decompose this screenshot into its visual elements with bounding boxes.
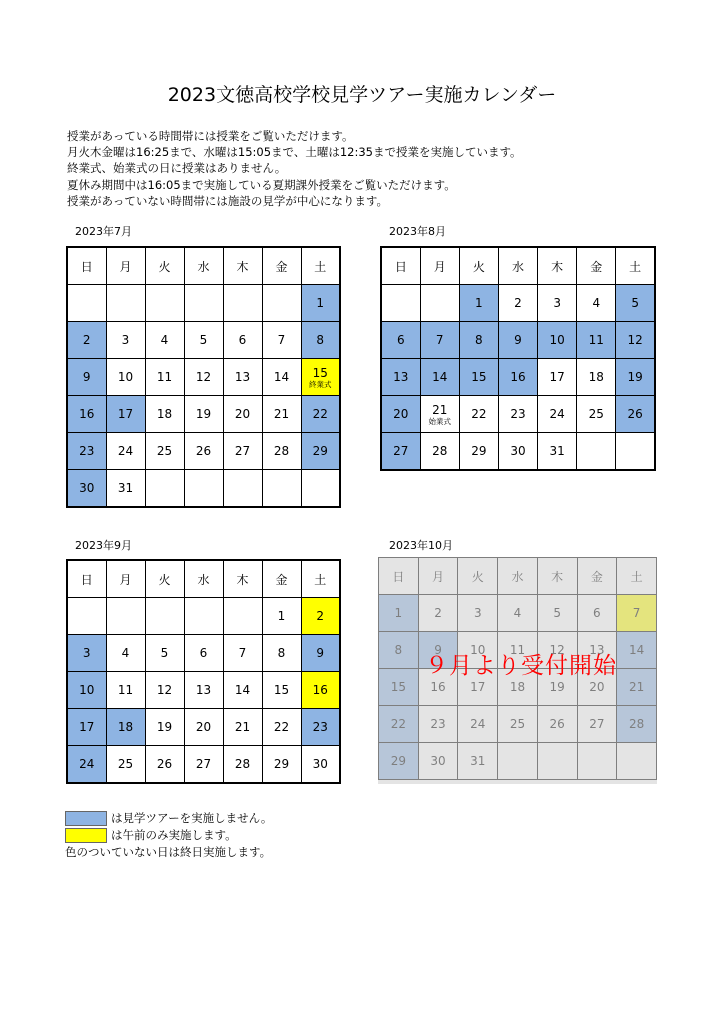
empty-cell	[420, 285, 459, 322]
day-cell: 30	[498, 433, 537, 471]
weekday-header: 火	[145, 247, 184, 285]
day-cell: 29	[262, 746, 301, 784]
week-row	[67, 709, 340, 746]
day-cell: 5	[616, 285, 655, 322]
day-cell: 24	[538, 396, 577, 433]
week-row	[67, 635, 340, 672]
event-label: 始業式	[428, 416, 451, 426]
day-cell: 14	[420, 359, 459, 396]
day-cell: 11	[145, 359, 184, 396]
day-cell: 8	[459, 322, 498, 359]
empty-cell	[223, 470, 262, 508]
day-cell: 26	[616, 396, 655, 433]
empty-cell	[301, 470, 340, 508]
weekday-header: 日	[381, 247, 420, 285]
legend	[65, 810, 272, 861]
weekday-header: 土	[301, 560, 340, 598]
week-row	[381, 285, 655, 322]
day-cell: 6	[381, 322, 420, 359]
day-cell: 31	[106, 470, 145, 508]
note-line: 授業があっている時間帯には授業をご覧いただけます。	[67, 129, 354, 143]
day-cell: 20	[381, 396, 420, 433]
day-cell: 17	[67, 709, 106, 746]
day-cell: 12	[616, 322, 655, 359]
legend-swatch-yellow	[65, 828, 107, 843]
day-cell: 30	[301, 746, 340, 784]
legend-swatch-blue	[65, 811, 107, 826]
day-cell: 10	[67, 672, 106, 709]
weekday-header: 月	[420, 247, 459, 285]
day-cell: 28	[223, 746, 262, 784]
day-cell: 4	[577, 285, 616, 322]
week-row	[67, 470, 340, 508]
day-cell: 27	[223, 433, 262, 470]
calendar-september	[66, 559, 341, 784]
weekday-header-row	[67, 560, 340, 598]
empty-cell	[106, 285, 145, 322]
day-cell: 25	[577, 396, 616, 433]
weekday-header: 月	[106, 560, 145, 598]
empty-cell	[381, 285, 420, 322]
day-cell: 13	[381, 359, 420, 396]
month-label-september: 2023年9月	[75, 539, 132, 552]
day-cell: 11	[577, 322, 616, 359]
day-cell: 30	[67, 470, 106, 508]
day-cell: 16	[67, 396, 106, 433]
day-cell: 21	[262, 396, 301, 433]
day-cell: 20	[223, 396, 262, 433]
week-row	[67, 396, 340, 433]
empty-cell	[223, 285, 262, 322]
day-cell: 22	[301, 396, 340, 433]
day-cell: 23	[67, 433, 106, 470]
day-cell: 15	[262, 672, 301, 709]
legend-item-none	[65, 844, 272, 861]
calendar-july	[66, 246, 341, 508]
day-cell: 4	[145, 322, 184, 359]
reception-start-notice: ９月より受付開始	[425, 653, 617, 679]
day-cell: 20	[184, 709, 223, 746]
empty-cell	[145, 285, 184, 322]
day-cell: 6	[184, 635, 223, 672]
calendar-august	[380, 246, 656, 471]
weekday-header: 木	[223, 560, 262, 598]
day-cell: 13	[184, 672, 223, 709]
empty-cell	[616, 433, 655, 471]
day-cell: 19	[145, 709, 184, 746]
day-cell: 9	[498, 322, 537, 359]
day-cell: 18	[106, 709, 145, 746]
day-cell: 25	[106, 746, 145, 784]
weekday-header: 金	[262, 247, 301, 285]
day-cell: 23	[301, 709, 340, 746]
month-label-october: 2023年10月	[389, 539, 453, 552]
week-row	[381, 396, 655, 433]
day-cell: 16	[301, 672, 340, 709]
day-cell: 7	[262, 322, 301, 359]
empty-cell	[262, 285, 301, 322]
day-cell: 24	[106, 433, 145, 470]
empty-cell	[145, 598, 184, 635]
day-cell: 5	[184, 322, 223, 359]
day-cell: 28	[420, 433, 459, 471]
day-cell: 11	[106, 672, 145, 709]
note-line: 終業式、始業式の日に授業はありません。	[67, 161, 287, 176]
note-line: 月火木金曜は16:25まで、水曜は15:05まで、土曜は12:35まで授業を実施しています。	[67, 145, 522, 160]
day-cell: 19	[184, 396, 223, 433]
empty-cell	[184, 598, 223, 635]
day-cell: 3	[538, 285, 577, 322]
weekday-header: 木	[223, 247, 262, 285]
empty-cell	[67, 598, 106, 635]
day-cell: 27	[381, 433, 420, 471]
week-row	[67, 746, 340, 784]
weekday-header: 土	[301, 247, 340, 285]
weekday-header: 日	[67, 247, 106, 285]
day-cell: 1	[459, 285, 498, 322]
day-cell: 12	[184, 359, 223, 396]
empty-cell	[145, 470, 184, 508]
weekday-header-row	[381, 247, 655, 285]
weekday-header: 水	[184, 560, 223, 598]
day-cell: 17	[538, 359, 577, 396]
note-line: 授業があっていない時間帯には施設の見学が中心になります。	[67, 193, 388, 208]
day-cell: 2	[301, 598, 340, 635]
week-row	[67, 598, 340, 635]
day-cell: 10	[538, 322, 577, 359]
week-row	[67, 672, 340, 709]
day-cell: 22	[459, 396, 498, 433]
day-cell: 6	[223, 322, 262, 359]
legend-item-blue	[65, 810, 272, 827]
day-cell: 9	[301, 635, 340, 672]
week-row	[67, 322, 340, 359]
weekday-header-row	[67, 247, 340, 285]
empty-cell	[67, 285, 106, 322]
month-label-july: 2023年7月	[75, 225, 132, 238]
empty-cell	[106, 598, 145, 635]
day-cell: 7	[420, 322, 459, 359]
day-cell: 14	[223, 672, 262, 709]
day-cell: 15	[459, 359, 498, 396]
weekday-header: 月	[106, 247, 145, 285]
day-cell: 1	[262, 598, 301, 635]
weekday-header: 火	[145, 560, 184, 598]
calendar-october-wrapper	[378, 557, 657, 784]
day-cell: 28	[262, 433, 301, 470]
day-cell: 4	[106, 635, 145, 672]
day-cell: 5	[145, 635, 184, 672]
day-cell: 3	[67, 635, 106, 672]
legend-text: 色のついていない日は終日実施します。	[65, 845, 272, 859]
day-number: 21	[432, 402, 448, 417]
day-cell: 8	[301, 322, 340, 359]
day-cell: 26	[184, 433, 223, 470]
weekday-header: 木	[538, 247, 577, 285]
notes	[67, 128, 522, 209]
day-cell: 10	[106, 359, 145, 396]
empty-cell	[262, 470, 301, 508]
day-cell	[301, 359, 340, 396]
day-cell: 31	[538, 433, 577, 471]
day-cell: 18	[577, 359, 616, 396]
day-cell: 9	[67, 359, 106, 396]
week-row	[381, 322, 655, 359]
day-cell: 24	[67, 746, 106, 784]
day-cell: 7	[223, 635, 262, 672]
day-cell: 27	[184, 746, 223, 784]
day-cell: 12	[145, 672, 184, 709]
day-cell: 22	[262, 709, 301, 746]
day-cell: 3	[106, 322, 145, 359]
day-cell: 29	[301, 433, 340, 470]
week-row	[67, 359, 340, 396]
day-cell: 2	[67, 322, 106, 359]
day-cell: 16	[498, 359, 537, 396]
weekday-header: 日	[67, 560, 106, 598]
weekday-header: 水	[498, 247, 537, 285]
event-label: 終業式	[309, 379, 332, 389]
month-label-august: 2023年8月	[389, 225, 446, 238]
day-cell: 13	[223, 359, 262, 396]
day-cell: 21	[223, 709, 262, 746]
legend-item-yellow	[65, 827, 272, 844]
page-title: 2023文徳高校学校見学ツアー実施カレンダー	[167, 84, 557, 106]
day-cell: 19	[616, 359, 655, 396]
week-row	[381, 359, 655, 396]
day-cell: 25	[145, 433, 184, 470]
day-cell: 2	[498, 285, 537, 322]
day-cell: 17	[106, 396, 145, 433]
day-cell	[420, 396, 459, 433]
week-row	[381, 433, 655, 471]
empty-cell	[223, 598, 262, 635]
day-number: 15	[312, 365, 328, 380]
day-cell: 29	[459, 433, 498, 471]
empty-cell	[184, 285, 223, 322]
weekday-header: 土	[616, 247, 655, 285]
empty-cell	[184, 470, 223, 508]
legend-text: は午前のみ実施します。	[111, 828, 237, 842]
legend-text: は見学ツアーを実施しません。	[111, 811, 273, 825]
day-cell: 1	[301, 285, 340, 322]
day-cell: 14	[262, 359, 301, 396]
week-row	[67, 285, 340, 322]
weekday-header: 水	[184, 247, 223, 285]
week-row	[67, 433, 340, 470]
day-cell: 26	[145, 746, 184, 784]
empty-cell	[577, 433, 616, 471]
note-line: 夏休み期間中は16:05まで実施している夏期課外授業をご覧いただけます。	[67, 177, 456, 192]
weekday-header: 金	[577, 247, 616, 285]
weekday-header: 金	[262, 560, 301, 598]
day-cell: 23	[498, 396, 537, 433]
weekday-header: 火	[459, 247, 498, 285]
day-cell: 18	[145, 396, 184, 433]
day-cell: 8	[262, 635, 301, 672]
